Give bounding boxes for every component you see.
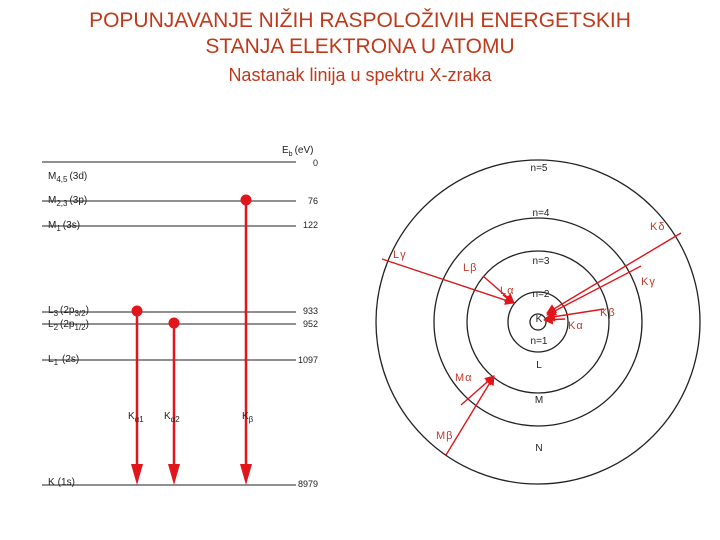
region-label-l: L: [536, 360, 542, 371]
shell-label-n5: n=5: [530, 163, 548, 174]
line-label-k-delta: Kδ: [650, 221, 665, 233]
transition-label-k-beta: $K_\beta$: [242, 411, 254, 424]
level-label-l2: $L_2$ $(2p_{1/2})$: [48, 319, 89, 332]
transition-k-beta: [240, 195, 252, 486]
shell-label-n3: n=3: [532, 256, 550, 267]
title-line-1: POPUNJAVANJE NIŽIH RASPOLOŽIVIH ENERGETSKIH: [89, 9, 631, 32]
shell-label-n1: n=1: [530, 336, 548, 347]
transition-label-k-alpha1: $K_{\alpha 1}$: [128, 411, 144, 424]
level-label-m23: $M_{2,3}$ (3p): [48, 195, 88, 208]
arrow-k-gamma: [547, 266, 641, 315]
subtitle: Nastanak linija u spektru X-zraka: [228, 65, 492, 85]
line-label-m-beta: Mβ: [436, 430, 453, 442]
transition-label-k-alpha2: $K_{\alpha 2}$: [164, 411, 180, 424]
transition-k-alpha1: [131, 306, 143, 486]
arrow-k-delta: [547, 233, 681, 313]
line-label-k-beta: Kβ: [600, 307, 615, 319]
electron-dot: [169, 318, 180, 329]
line-label-l-beta: Lβ: [463, 262, 477, 274]
electron-dot: [241, 195, 252, 206]
energy-value-l2: 952: [302, 319, 318, 329]
region-label-k: K: [535, 314, 543, 325]
transition-k-alpha2: [168, 318, 180, 486]
arrow-k-alpha: [544, 319, 565, 320]
level-label-l3: $L_3$ $(2p_{3/2})$: [48, 305, 89, 318]
electron-dot: [132, 306, 143, 317]
energy-value-k: 8979: [297, 479, 318, 489]
line-label-k-gamma: Kγ: [641, 276, 655, 288]
title-line-2: STANJA ELEKTRONA U ATOMU: [205, 35, 515, 58]
shell-label-n4: n=4: [532, 208, 550, 219]
energy-value-m1: 122: [302, 220, 318, 230]
line-label-m-alpha: Mα: [455, 372, 472, 384]
region-label-m: M: [534, 395, 544, 406]
shell-diagram: [376, 160, 700, 484]
line-label-l-alpha: Lα: [500, 285, 514, 297]
eb-header: $E_b$ (eV): [282, 145, 314, 158]
level-label-l1: $L_1$ (2s): [48, 354, 80, 367]
level-label-m45: $M_{4,5}$ (3d): [48, 171, 88, 184]
energy-level-diagram: [42, 145, 318, 489]
energy-value-m23: 76: [307, 196, 318, 206]
level-label-m1: $M_1$ (3s): [48, 220, 81, 233]
region-label-n: N: [535, 443, 543, 454]
arrow-m-beta: [446, 376, 494, 455]
line-label-l-gamma: Lγ: [393, 249, 406, 261]
energy-value-l3: 933: [302, 306, 318, 316]
shell-label-n2: n=2: [532, 289, 550, 300]
level-label-k: K (1s): [48, 477, 75, 488]
energy-value-l1: 1097: [297, 355, 318, 365]
energy-value-m45: 0: [312, 158, 318, 168]
line-label-k-alpha: Kα: [568, 320, 583, 332]
